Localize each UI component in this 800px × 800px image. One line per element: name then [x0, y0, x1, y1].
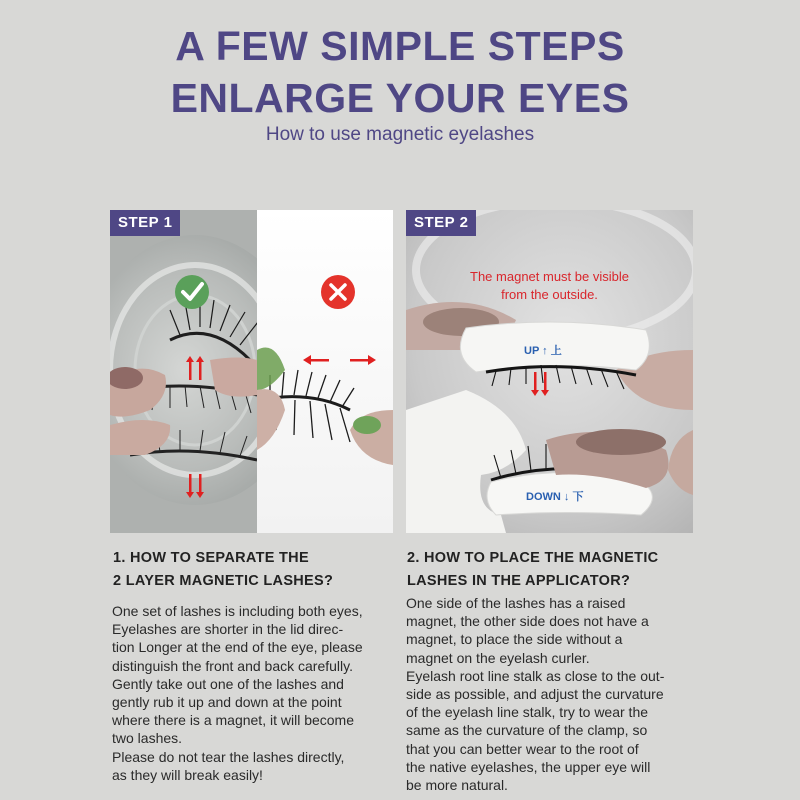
- subtitle: How to use magnetic eyelashes: [265, 124, 535, 145]
- note-line-2: from the outside.: [501, 287, 598, 302]
- step1-illustration: [110, 210, 393, 533]
- step1-heading-line-1: 1. HOW TO SEPARATE THE: [113, 550, 309, 566]
- step1-body-line: as they will break easily!: [112, 766, 263, 783]
- step1-body-line: where there is a magnet, it will become: [112, 712, 354, 729]
- step2-body-line: same as the curvature of the clamp, so: [406, 722, 648, 739]
- step2-body-line: magnet, the other side does not have a: [406, 613, 649, 630]
- step1-heading-line-2: 2 LAYER MAGNETIC LASHES?: [113, 573, 334, 589]
- step1-body: [112, 602, 397, 784]
- step1-body-line: One set of lashes is including both eyes,: [112, 603, 363, 619]
- down-label: DOWN ↓ 下: [526, 491, 584, 503]
- step2-body-line: One side of the lashes has a raised: [406, 595, 626, 611]
- step2-body: [406, 594, 698, 794]
- note-line-1: The magnet must be visible: [470, 269, 629, 284]
- step2-heading-line-2: LASHES IN THE APPLICATOR?: [407, 573, 631, 589]
- step2-photo-panel: [406, 210, 693, 533]
- step2-body-line: magnet, to place the side without a: [406, 631, 623, 648]
- up-label: UP ↑ 上: [524, 345, 562, 357]
- step2-body-line: that you can better wear to the root of: [406, 740, 639, 757]
- step1-body-line: Eyelashes are shorter in the lid direc-: [112, 621, 344, 638]
- step1-body-line: Gently take out one of the lashes and: [112, 675, 344, 692]
- step2-body-line: the native eyelashes, the upper eye will: [406, 758, 651, 775]
- step2-body-line: Eyelash root line stalk as close to the out-: [406, 667, 665, 684]
- step1-body-line: gently rub it up and down at the point: [112, 694, 342, 711]
- step2-badge: STEP 2: [406, 210, 476, 236]
- step1-body-line: two lashes.: [112, 730, 183, 747]
- step2-illustration: [406, 210, 693, 533]
- step1-body-line: distinguish the front and back carefully.: [112, 657, 353, 674]
- step1-photo-panel: [110, 210, 393, 533]
- magnet-visible-note: [406, 268, 693, 304]
- step2-heading-line-1: 2. HOW TO PLACE THE MAGNETIC: [407, 550, 659, 566]
- title-line-2: ENLARGE YOUR EYES: [170, 75, 630, 121]
- step1-body-line: Please do not tear the lashes directly,: [112, 748, 345, 765]
- step1-heading: [113, 547, 393, 593]
- step1-badge: STEP 1: [110, 210, 180, 236]
- title-line-1: A FEW SIMPLE STEPS: [175, 23, 625, 69]
- step2-body-line: of the eyelash line stalk, try to wear the: [406, 704, 649, 721]
- step2-body-line: side as possible, and adjust the curvature: [406, 686, 664, 703]
- step2-heading: [407, 547, 697, 593]
- step1-body-line: tion Longer at the end of the eye, please: [112, 639, 363, 656]
- step2-body-line: magnet on the eyelash curler.: [406, 649, 590, 666]
- step2-body-line: be more natural.: [406, 777, 508, 794]
